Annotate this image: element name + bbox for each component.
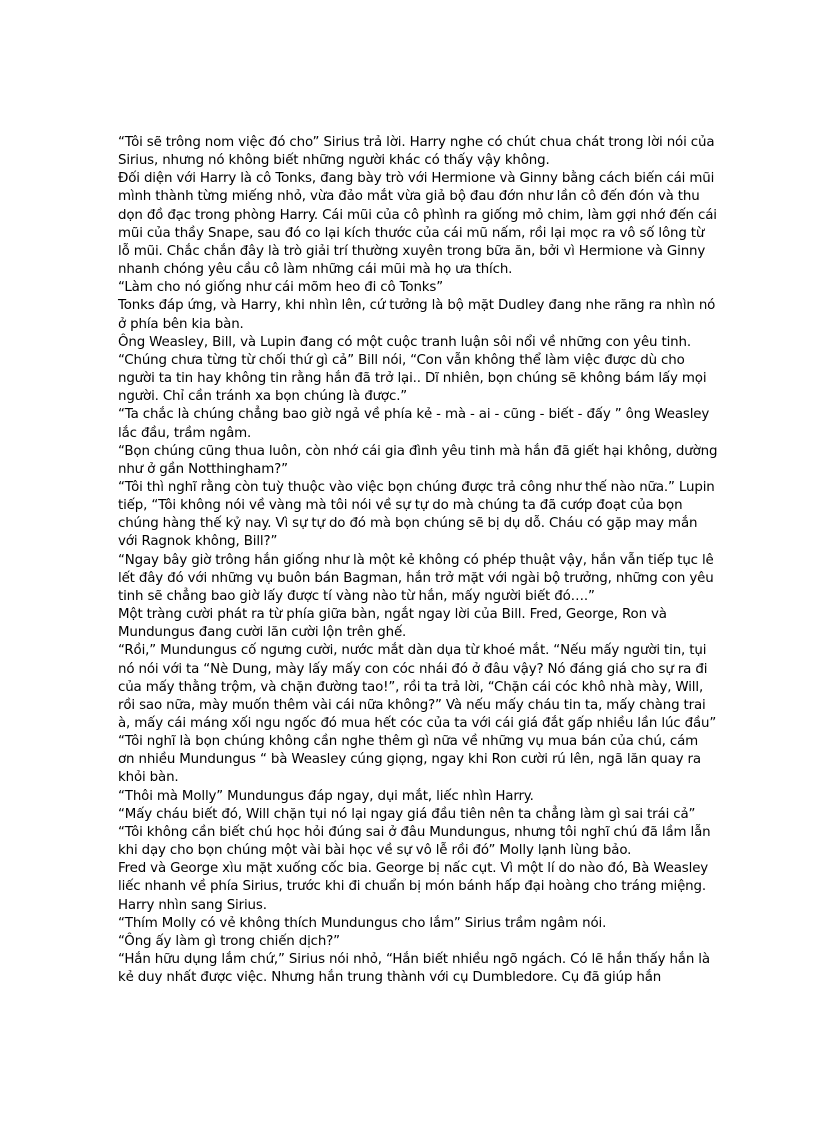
paragraph: “Thôi mà Molly” Mundungus đáp ngay, dụi mắt, liếc nhìn Harry. bbox=[118, 788, 534, 804]
paragraph: “Ta chắc là chúng chẳng bao giờ ngả về phía kẻ - mà - ai - cũng - biết - đấy ” ông Weasley lắc đầu, trầm ngâm. bbox=[118, 407, 710, 441]
paragraph: “Thím Molly có vẻ không thích Mundungus cho lắm” Sirius trầm ngâm nói. bbox=[118, 915, 607, 931]
paragraph: “Hắn hữu dụng lắm chứ,” Sirius nói nhỏ, “Hắn biết nhiều ngõ ngách. Có lẽ hắn thấy hắn là kẻ duy nhất được việc. Nhưng hắn trung thành với cụ Dumbledore. Cụ đã giúp hắn bbox=[118, 952, 710, 986]
paragraph: “Làm cho nó giống như cái mõm heo đi cô Tonks” bbox=[118, 280, 443, 296]
paragraph: Tonks đáp ứng, và Harry, khi nhìn lên, cứ tưởng là bộ mặt Dudley đang nhe răng ra nhìn nó ở phía bên kia bàn. bbox=[118, 298, 716, 332]
paragraph: “Bọn chúng cũng thua luôn, còn nhớ cái gia đình yêu tinh mà hắn đã giết hại không, dường như ở gần Notthingham?” bbox=[118, 443, 718, 477]
paragraph: Ông Weasley, Bill, và Lupin đang có một cuộc tranh luận sôi nổi về những con yêu tinh. bbox=[118, 334, 691, 350]
paragraph: “Rồi,” Mundungus cố ngưng cười, nước mắt dàn dụa từ khoé mắt. “Nếu mấy người tin, tụi nó nói với ta “Nè Dung, mày lấy mấy con cóc nhái đó ở đâu vậy? Nó đáng giá cho sự ra đi của mấy thằng trộm, và chặn đường tao!”, rồi ta trả lời, “Chặn cái cóc khô nhà mày, Will, rồi sao nữa, mày muốn thêm vài cái nữa không?” Và nếu mấy cháu tin ta, mấy chàng trai à, mấy cái máng xối ngu ngốc đó mua hết cóc của ta với cái giá đắt gấp nhiều lần lúc đầu” bbox=[118, 643, 717, 731]
paragraph: Đối diện với Harry là cô Tonks, đang bày trò với Hermione và Ginny bằng cách biến cái mũi mình thành từng miếng nhỏ, vừa đảo mắt vừa giả bộ đau đớn như lần cô đến đón và thu dọn đồ đạc trong phòng Harry. Cái mũi của cô phình ra giống mỏ chim, làm gợi nhớ đến cái mũi của thầy Snape, sau đó co lại kích thước của cái mũ nấm, rồi lại mọc ra vô số lông từ lỗ mũi. Chắc chắn đây là trò giải trí thường xuyên trong bữa ăn, bởi vì Hermione và Ginny nhanh chóng yêu cầu cô làm những cái mũi mà họ ưa thích. bbox=[118, 171, 717, 278]
paragraph: “Tôi sẽ trông nom việc đó cho” Sirius trả lời. Harry nghe có chút chua chát trong lời nói của Sirius, nhưng nó không biết những người khác có thấy vậy không. bbox=[118, 135, 715, 169]
paragraph: “Ông ấy làm gì trong chiến dịch?” bbox=[118, 933, 340, 949]
paragraph: “Tôi thì nghĩ rằng còn tuỳ thuộc vào việc bọn chúng được trả công như thế nào nữa.” Lupin tiếp, “Tôi không nói về vàng mà tôi nói về sự tự do mà chúng ta đã cướp đoạt của bọn chúng hàng thế kỷ nay. Vì sự tự do đó mà bọn chúng sẽ bị dụ dỗ. Cháu có gặp may mắn với Ragnok không, Bill?” bbox=[118, 479, 715, 550]
paragraph: “Chúng chưa từng từ chối thứ gì cả” Bill nói, “Con vẫn không thể làm việc được dù cho người ta tin hay không tin rằng hắn đã trở lại.. Dĩ nhiên, bọn chúng sẽ không bám lấy mọi người. Chỉ cần tránh xa bọn chúng là được.” bbox=[118, 352, 707, 405]
paragraph: “Tôi nghĩ là bọn chúng không cần nghe thêm gì nữa về những vụ mua bán của chú, cám ơn nhiều Mundungus “ bà Weasley cúng giọng, ngay khi Ron cười rú lên, ngã lăn quay ra khỏi bàn. bbox=[118, 734, 701, 786]
paragraph: “Tôi không cần biết chú học hỏi đúng sai ở đâu Mundungus, nhưng tôi nghĩ chú đã lầm lẫn khi dạy cho bọn chúng một vài bài học về sự vô lễ rồi đó” Molly lạnh lùng bảo. bbox=[118, 824, 711, 859]
paragraph: Một tràng cười phát ra từ phía giữa bàn, ngắt ngay lời của Bill. Fred, George, Ron và Mundungus đang cười lăn cười lộn trên ghế. bbox=[118, 607, 667, 641]
document-page bbox=[118, 134, 718, 987]
paragraph: Fred và George xìu mặt xuống cốc bia. George bị nấc cụt. Vì một lí do nào đó, Bà Weasley liếc nhanh về phía Sirius, trước khi đi chuẩn bị món bánh hấp đại hoàng cho tráng miệng. Harry nhìn sang Sirius. bbox=[118, 861, 709, 913]
paragraph: “Mấy cháu biết đó, Will chặn tụi nó lại ngay giá đầu tiên nên ta chẳng làm gì sai trái cả” bbox=[118, 806, 696, 822]
paragraph: “Ngay bây giờ trông hắn giống như là một kẻ không có phép thuật vậy, hắn vẫn tiếp tục lê lết đây đó với những vụ buôn bán Bagman, hắn trở mặt với ngài bộ trưởng, những con yêu tinh sẽ chẳng bao giờ lấy được tí vàng nào từ hắn, mấy người biết đó….” bbox=[118, 552, 714, 604]
